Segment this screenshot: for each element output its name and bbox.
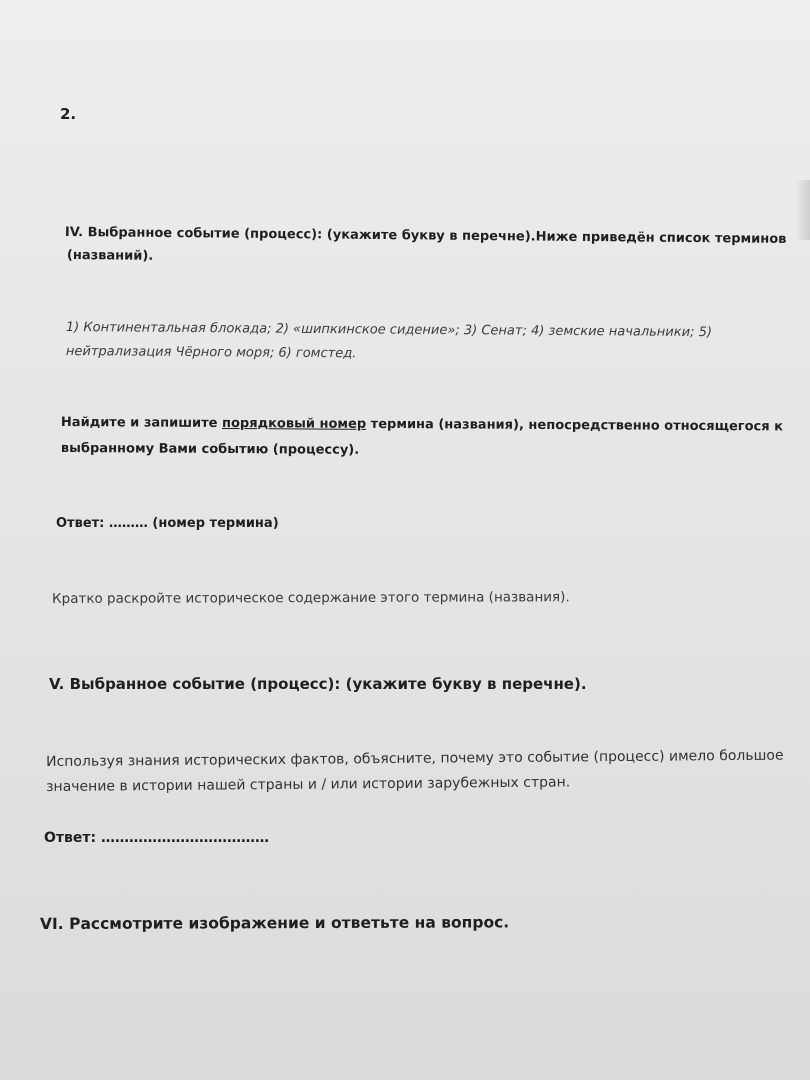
page-number: 2. — [60, 105, 77, 123]
section4-find-line1 — [61, 415, 783, 434]
section4-terms-line2: нейтрализация Чёрного моря; 6) гомстед. — [65, 344, 357, 362]
section4-terms-line1: 1) Континентальная блокада; 2) «шипкинское сидение»; 3) Сенат; 4) земские начальники; 5) — [65, 320, 713, 341]
section5-title: V. Выбранное событие (процесс): (укажите букву в перечне). — [49, 675, 587, 693]
section4-find-part1: Найдите и запишите — [60, 415, 223, 431]
section4-reveal-instruction: Кратко раскройте историческое содержание этого термина (названия). — [52, 589, 570, 607]
section4-find-underlined: порядковый номер — [221, 415, 367, 432]
section5-instruction-line2: значение в истории нашей страны и / или истории зарубежных стран. — [46, 774, 571, 795]
section4-find-part2: термина (названия), непосредственно относящегося к — [366, 416, 783, 435]
section6-title: VI. Рассмотрите изображение и ответьте на вопрос. — [40, 913, 510, 933]
paper-edge-shadow — [796, 180, 810, 240]
section5-answer: Ответ: ……………………………… — [44, 830, 269, 846]
section4-title-line1: IV. Выбранное событие (процесс): (укажите букву в перечне).Ниже приведён список терминов — [64, 225, 787, 247]
section4-title-line2: (названий). — [66, 248, 154, 264]
section4-find-line2: выбранному Вами событию (процессу). — [60, 441, 360, 458]
section5-instruction-line1: Используя знания исторических фактов, объясните, почему это событие (процесс) имело большое — [46, 747, 784, 770]
section4-answer: Ответ: ……… (номер термина) — [56, 516, 279, 531]
